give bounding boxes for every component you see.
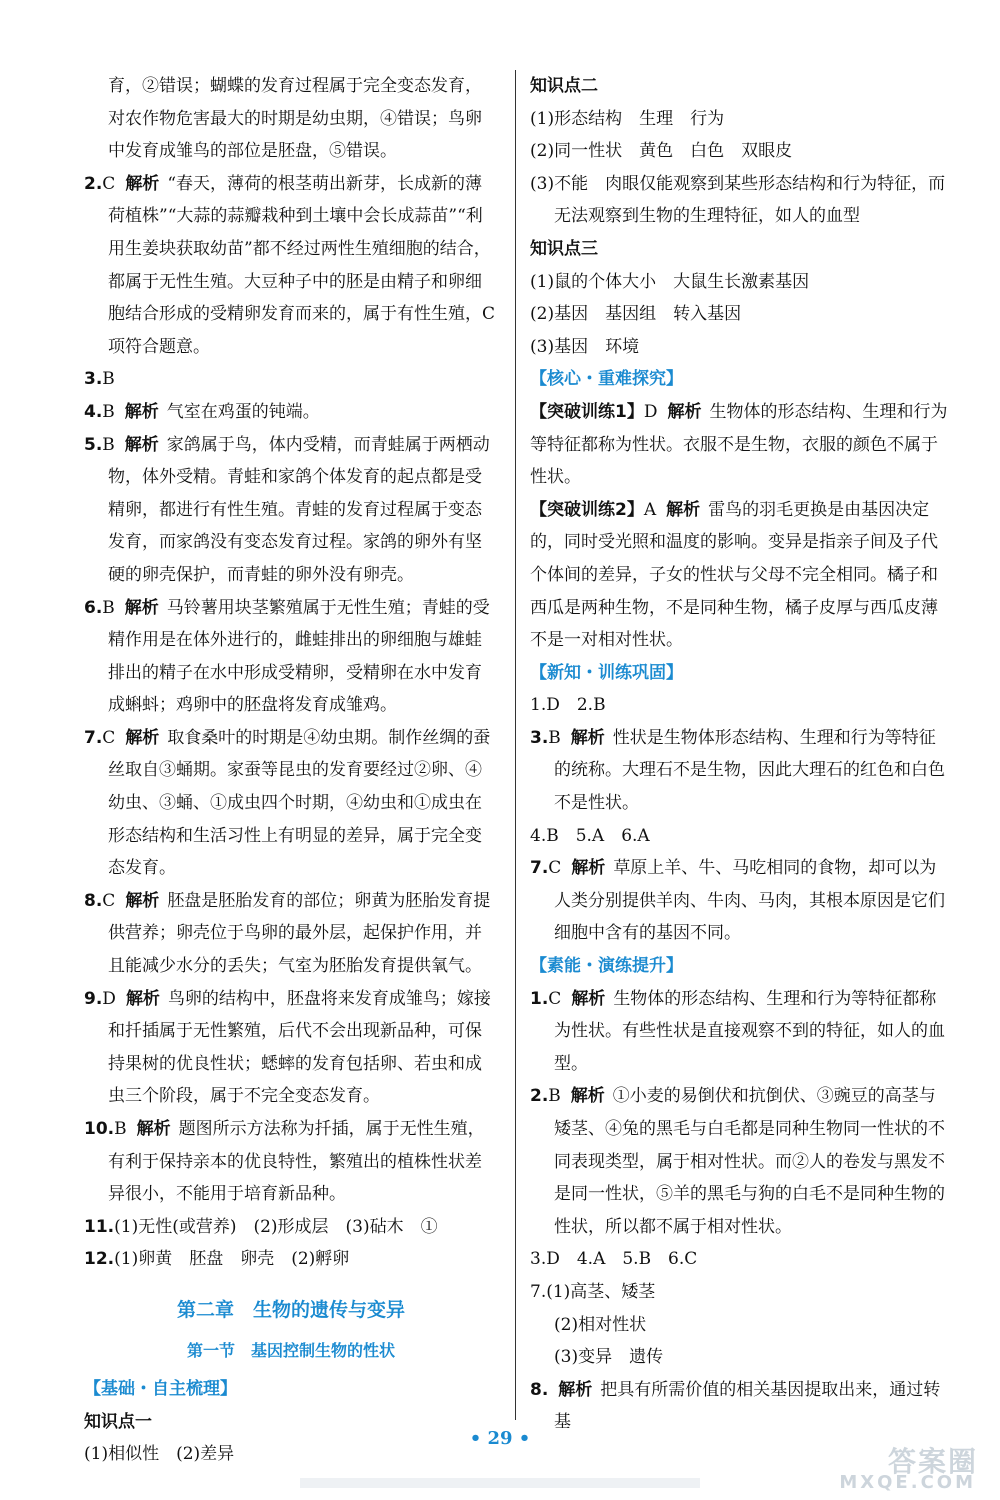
new-answer-3: 3.B 解析 性状是生物体形态结构、生理和行为等特征的统称。大理石不是生物，因此大理石的红色和白色不是性状。 [530, 727, 945, 814]
skill-answer-2: 2.B 解析 ①小麦的易倒伏和抗倒伏、③豌豆的高茎与矮茎、④兔的黑毛与白毛都是同种生物同一性状的不同表现类型，属于相对性状。而②人的卷发与黑发不是同一性状，⑤羊的黑毛与狗的白毛不是同种生物的性状，所以都不属于相对性状。 [530, 1086, 945, 1237]
breakthrough-1: 【突破训练1】D 解析 生物体的形态结构、生理和行为等特征都称为性状。衣服不是生物，衣服的颜色不属于性状。 [530, 401, 948, 488]
section-header-skill: 【素能・演练提升】 [530, 956, 683, 977]
kp2-line-3: (3)不能 肉眼仅能观察到某些形态结构和行为特征，而无法观察到生物的生理特征，如人的血型 [530, 173, 946, 227]
lesson-title: 第一节 基因控制生物的性状 [186, 1340, 395, 1360]
skill-answer-7-line-3: (3)变异 遗传 [554, 1347, 664, 1368]
answer-item-9: 9.D 解析 鸟卵的结构中，胚盘将来发育成雏鸟；嫁接和扦插属于无性繁殖，后代不会出现新品种，可保持果树的优良性状；蟋蟀的发育包括卵、若虫和成虫三个阶段，属于不完全变态发育。 [84, 988, 491, 1107]
new-answers-4-6: 4.B 5.A 6.A [530, 825, 650, 846]
answer-continuation: 育，②错误；蝴蝶的发育过程属于完全变态发育，对农作物危害最大的时期是幼虫期，④错误；鸟卵中发育成雏鸟的部位是胚盘，⑤错误。 [108, 76, 482, 162]
knowledge-point-1-line: (1)相似性 (2)差异 [84, 1444, 235, 1465]
answer-item-7: 7.C 解析 取食桑叶的时期是④幼虫期。制作丝绸的蚕丝取自③蛹期。家蚕等昆虫的发育要经过②卵、④幼虫、③蛹、①成虫四个时期，④幼虫和①成虫在形态结构和生活习性上有明显的差异，属于完全变态发育。 [84, 727, 491, 879]
left-column [84, 70, 498, 1471]
skill-answers-3-6: 3.D 4.A 5.B 6.C [530, 1249, 698, 1270]
new-answer-7: 7.C 解析 草原上羊、牛、马吃相同的食物，却可以为人类分别提供羊肉、牛肉、马肉，其根本原因是它们细胞中含有的基因不同。 [530, 858, 945, 944]
bottom-faint-strip [300, 1478, 700, 1488]
kp3-line-2: (2)基因 基因组 转入基因 [530, 304, 742, 325]
skill-answer-7-line-2: (2)相对性状 [554, 1314, 647, 1335]
section-header-new: 【新知・训练巩固】 [530, 662, 683, 683]
kp2-line-1: (1)形态结构 生理 行为 [530, 108, 725, 129]
knowledge-point-2-heading: 知识点二 [530, 76, 598, 96]
kp2-line-2: (2)同一性状 黄色 白色 双眼皮 [530, 141, 793, 162]
column-divider [515, 70, 516, 1420]
right-column [530, 70, 950, 1439]
skill-answer-7-line-1: 7.(1)高茎、矮茎 [530, 1281, 656, 1302]
answer-item-5: 5.B 解析 家鸽属于鸟，体内受精，而青蛙属于两栖动物，体外受精。青蛙和家鸽个体发育的起点都是受精卵，都进行有性生殖。青蛙的发育过程属于变态发育，而家鸽没有变态发育过程。家鸽的卵外有坚硬的卵壳保护，而青蛙的卵外没有卵壳。 [84, 434, 490, 585]
section-header-core: 【核心・重难探究】 [530, 369, 683, 390]
skill-answer-1: 1.C 解析 生物体的形态结构、生理和行为等特征都称为性状。有些性状是直接观察不到的特征，如人的血型。 [530, 988, 945, 1074]
watermark-logo: 答案圈 MXQE.COM [839, 1445, 978, 1493]
answer-item-3: 3.B [84, 369, 115, 390]
knowledge-point-1-heading: 知识点一 [84, 1411, 152, 1432]
section-header-basic: 【基础・自主梳理】 [84, 1379, 237, 1400]
kp3-line-1: (1)鼠的个体大小 大鼠生长激素基因 [530, 271, 810, 292]
skill-answer-8: 8. 解析 把具有所需价值的相关基因提取出来，通过转基 [530, 1379, 941, 1433]
answer-item-11: 11.(1)无性(或营养) (2)形成层 (3)砧木 ① [84, 1216, 438, 1237]
answer-item-6: 6.B 解析 马铃薯用块茎繁殖属于无性生殖；青蛙的受精作用是在体外进行的，雌蛙排出的卵细胞与雄蛙排出的精子在水中形成受精卵，受精卵在水中发育成蝌蚪；鸡卵中的胚盘将发育成雏鸡。 [84, 597, 490, 716]
breakthrough-2: 【突破训练2】A 解析 雷鸟的羽毛更换是由基因决定的，同时受光照和温度的影响。变异是指亲子间及子代个体间的差异，子女的性状与父母不完全相同。橘子和西瓜是两种生物，不是同种生物，橘子皮厚与西瓜皮薄不是一对相对性状。 [530, 499, 938, 651]
chapter-title: 第二章 生物的遗传与变异 [176, 1298, 405, 1321]
answer-item-8: 8.C 解析 胚盘是胚胎发育的部位；卵黄为胚胎发育提供营养；卵壳位于鸟卵的最外层，起保护作用，并且能减少水分的丢失；气室为胚胎发育提供氧气。 [84, 890, 491, 977]
new-answers-1-2: 1.D 2.B [530, 695, 606, 716]
answer-item-10: 10.B 解析 题图所示方法称为扦插，属于无性生殖，有利于保持亲本的优良特性，繁殖出的植株性状差异很小，不能用于培育新品种。 [84, 1119, 485, 1205]
answer-item-4: 4.B 解析 气室在鸡蛋的钝端。 [84, 401, 320, 422]
answer-item-2: 2.C 解析 “春天，薄荷的根茎萌出新芽，长成新的薄荷植株”“大蒜的蒜瓣栽种到土壤中会长成蒜苗”“利用生姜块获取幼苗”都不经过两性生殖细胞的结合，都属于无性生殖。大豆种子中的胚是由精子和卵细胞结合形成的受精卵发育而来的，属于有性生殖，C项符合题意。 [84, 173, 496, 357]
page-number: • 29 • [469, 1428, 531, 1449]
knowledge-point-3-heading: 知识点三 [530, 238, 598, 259]
answer-item-12: 12.(1)卵黄 胚盘 卵壳 (2)孵卵 [84, 1249, 350, 1270]
kp3-line-3: (3)基因 环境 [530, 336, 640, 357]
